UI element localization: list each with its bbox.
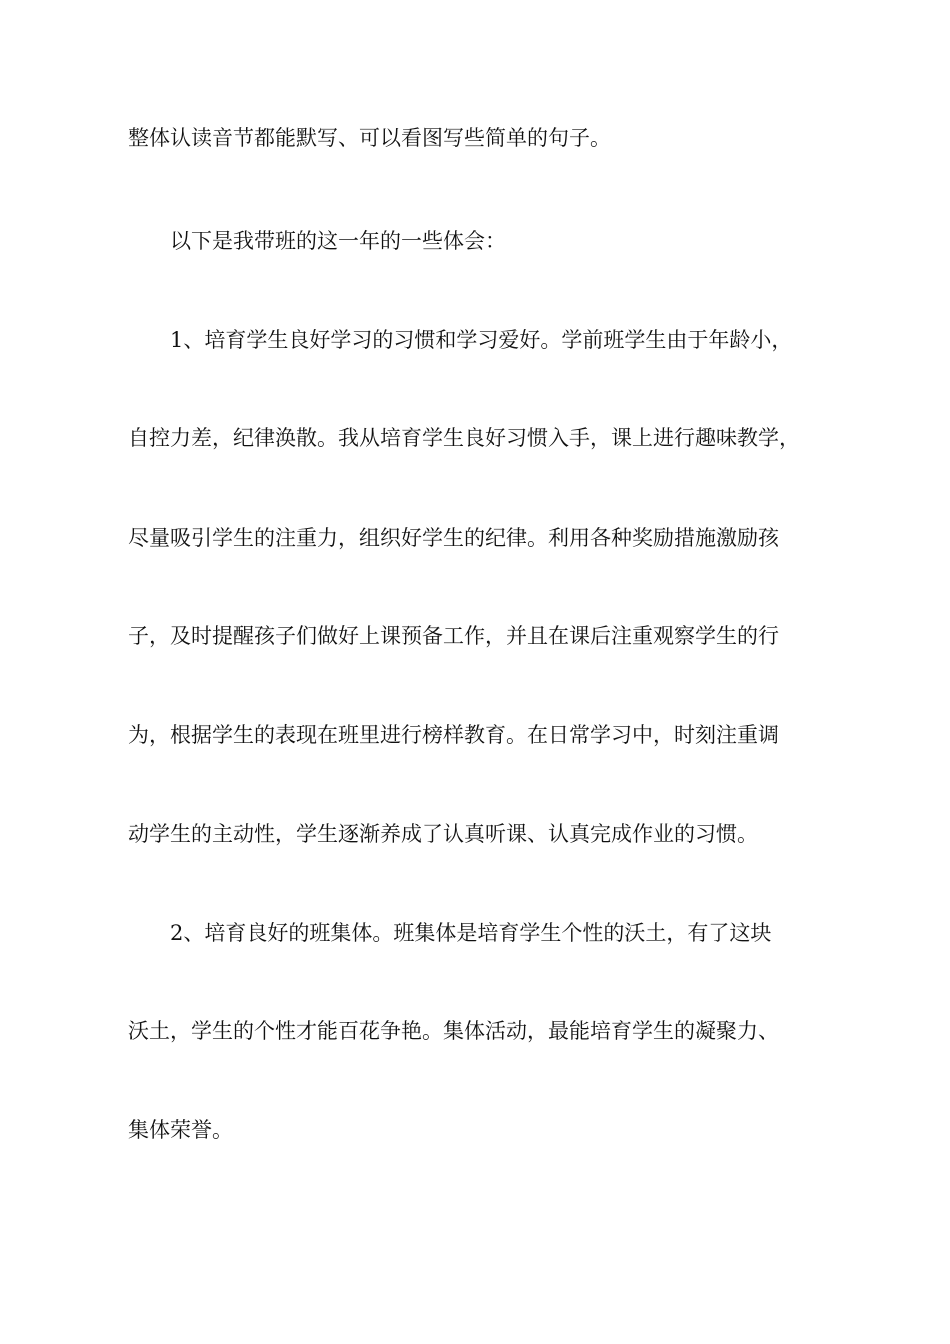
text-line-1: 整体认读音节都能默写、可以看图写些简单的句子。: [128, 126, 611, 150]
text-line-8: 动学生的主动性，学生逐渐养成了认真听课、认真完成作业的习惯。: [128, 822, 758, 846]
text-line-4: 自控力差，纪律涣散。我从培育学生良好习惯入手，课上进行趣味教学，: [128, 426, 800, 450]
text-line-10: 沃土，学生的个性才能百花争艳。集体活动，最能培育学生的凝聚力、: [128, 1019, 779, 1043]
text-line-5: 尽量吸引学生的注重力，组织好学生的纪律。利用各种奖励措施激励孩: [128, 526, 779, 550]
text-line-7: 为，根据学生的表现在班里进行榜样教育。在日常学习中，时刻注重调: [128, 723, 779, 747]
text-line-2: 以下是我带班的这一年的一些体会：: [170, 229, 506, 253]
text-line-3: 1、培育学生良好学习的习惯和学习爱好。学前班学生由于年龄小，: [170, 328, 793, 352]
text-line-9: 2、培育良好的班集体。班集体是培育学生个性的沃土，有了这块: [170, 921, 772, 945]
text-line-11: 集体荣誉。: [128, 1118, 233, 1142]
text-line-6: 子，及时提醒孩子们做好上课预备工作，并且在课后注重观察学生的行: [128, 624, 779, 648]
